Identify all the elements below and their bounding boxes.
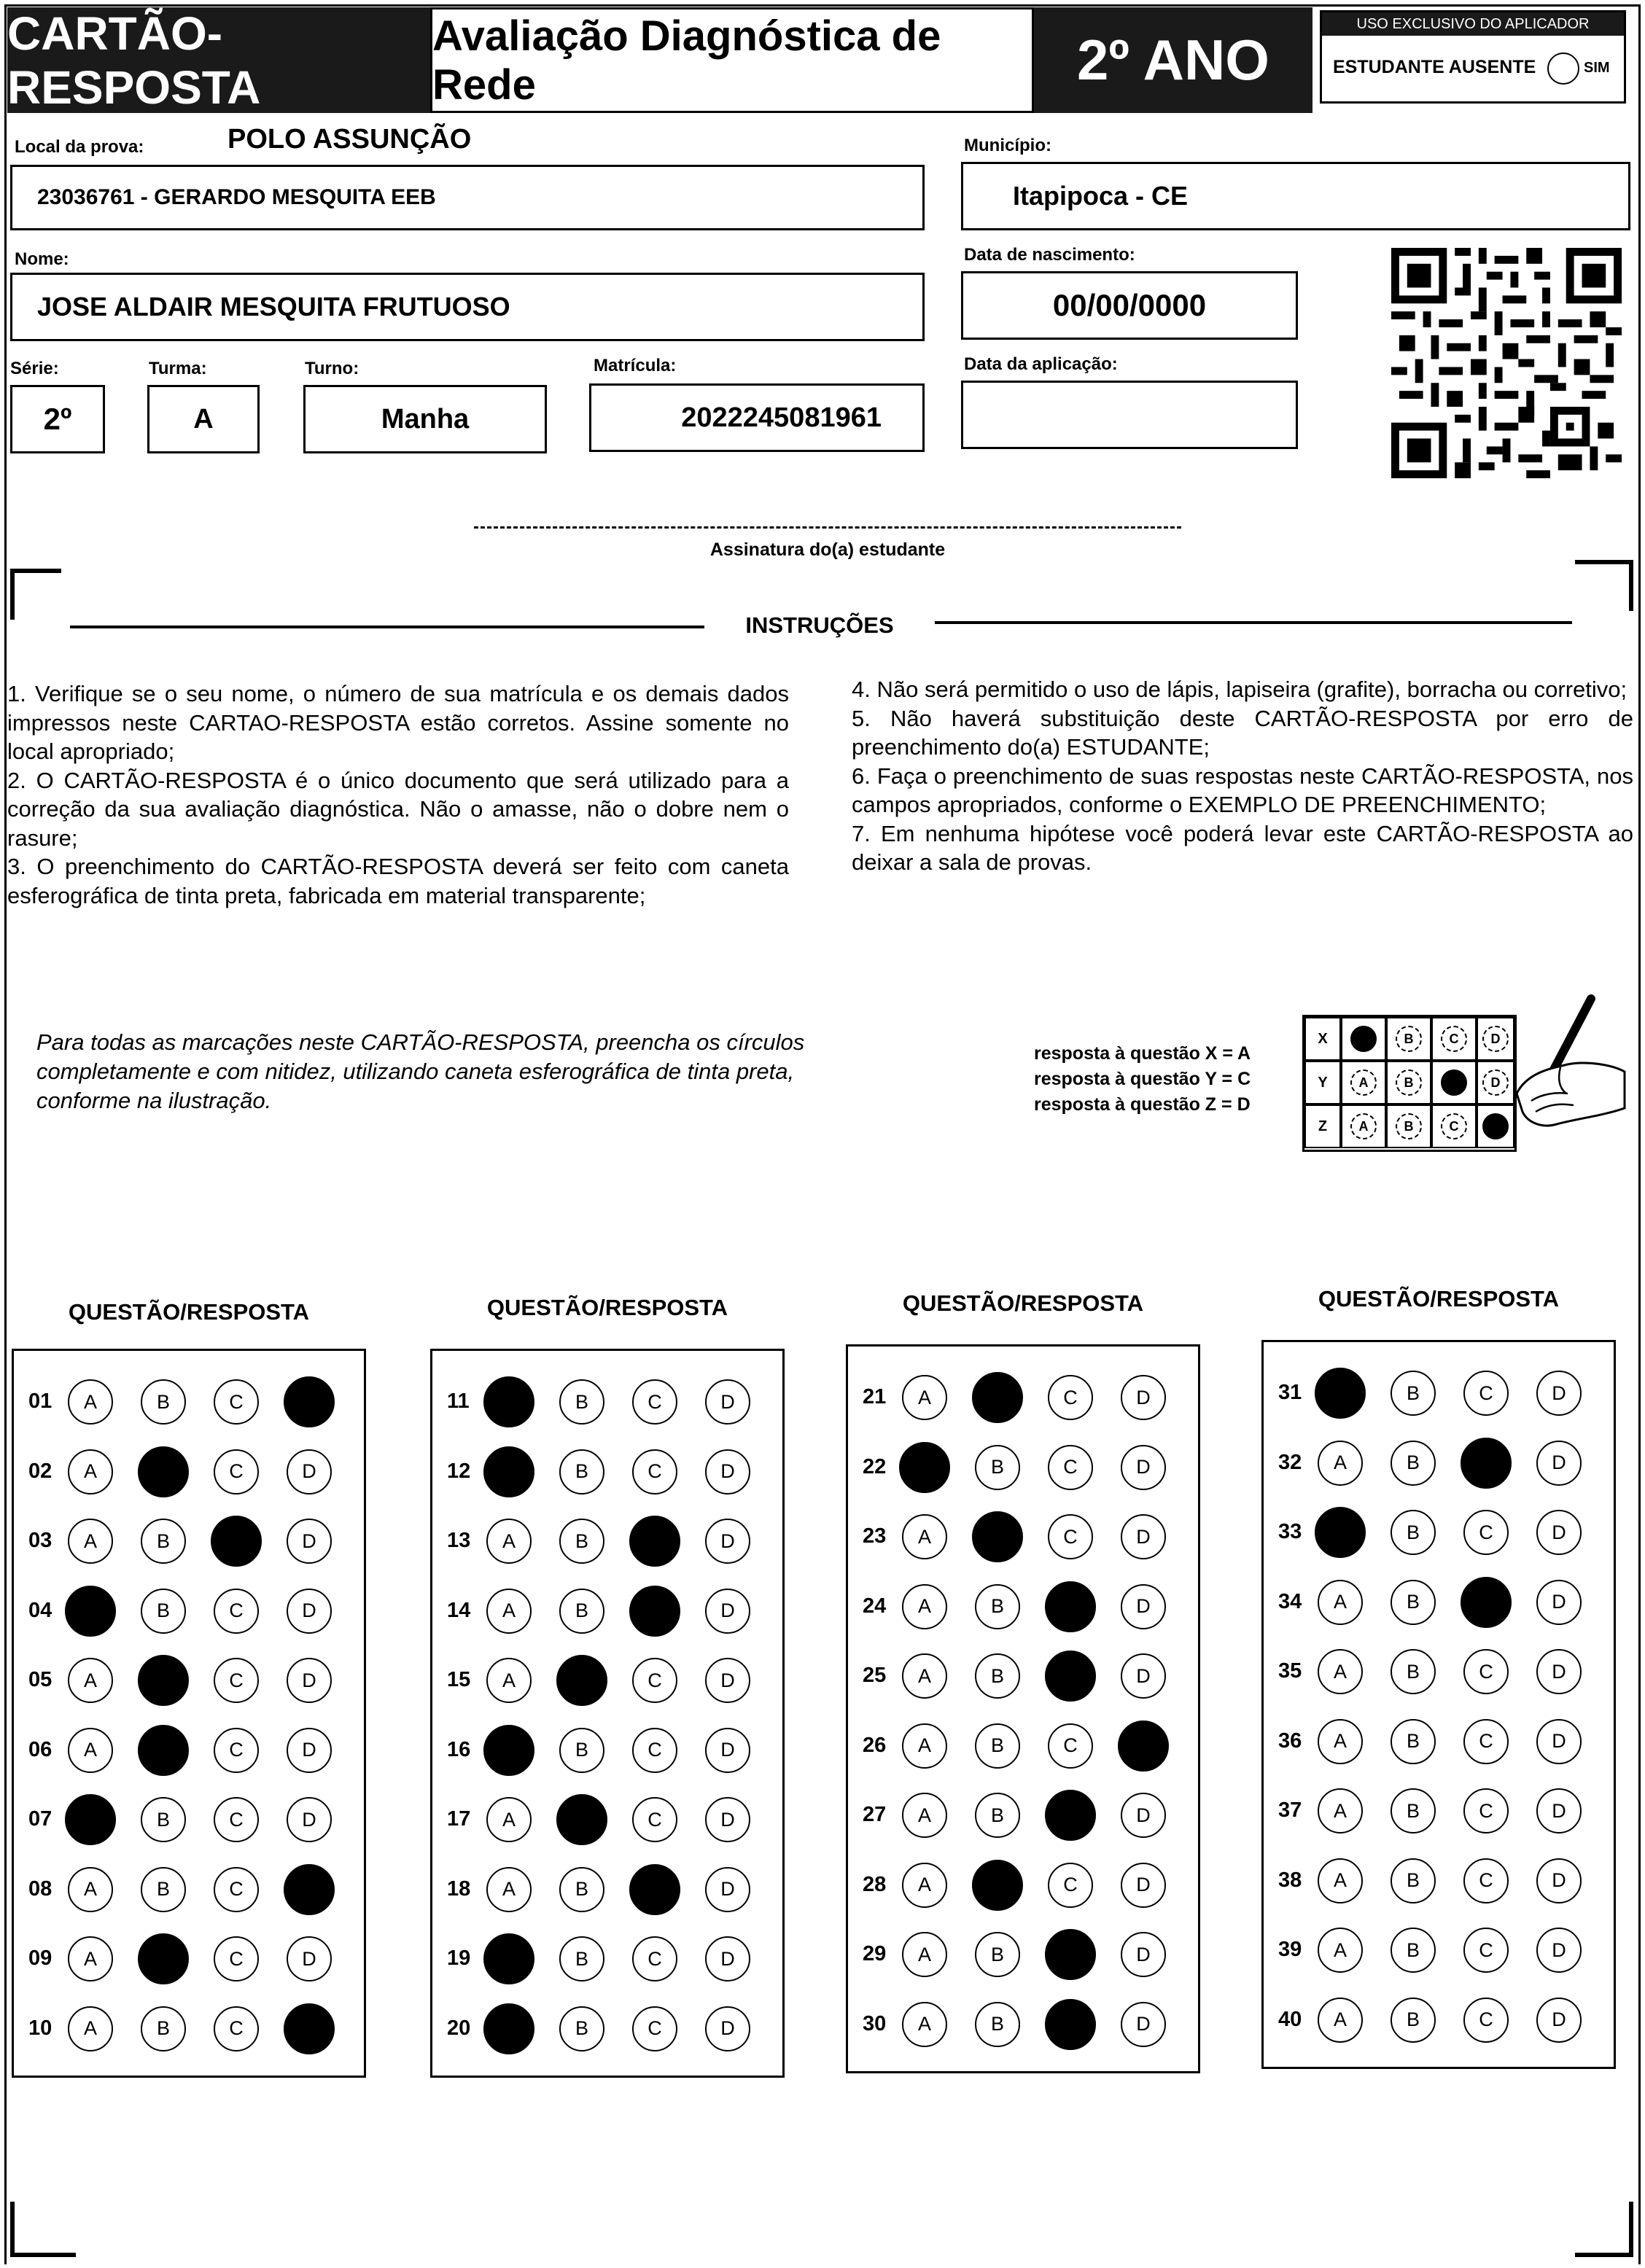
answer-bubble-40-A[interactable]: A: [1318, 1998, 1363, 2043]
question-number: 35: [1278, 1659, 1302, 1683]
answer-bubble-02-A[interactable]: A: [68, 1449, 113, 1495]
answer-bubble-33-C[interactable]: C: [1463, 1510, 1509, 1555]
answers-column-header: QUESTÃO/RESPOSTA: [902, 1290, 1144, 1316]
answer-bubble-10-B[interactable]: B: [141, 2006, 186, 2051]
answers-column-header: QUESTÃO/RESPOSTA: [68, 1299, 310, 1325]
answer-bubble-33-D[interactable]: D: [1536, 1510, 1582, 1555]
answer-bubble-23-C[interactable]: C: [1048, 1514, 1093, 1559]
question-number: 08: [28, 1877, 52, 1901]
nome-label: Nome:: [15, 249, 69, 269]
answer-bubble-32-C[interactable]: [1461, 1438, 1512, 1489]
answer-bubble-28-C[interactable]: C: [1048, 1863, 1093, 1908]
question-number: 07: [28, 1807, 52, 1831]
answer-bubble-09-C[interactable]: C: [214, 1936, 259, 1981]
turma-field: A: [147, 385, 260, 453]
question-number: 25: [863, 1664, 887, 1687]
question-number: 23: [863, 1524, 887, 1548]
answer-bubble-12-B[interactable]: B: [559, 1449, 604, 1495]
answer-bubble-28-B[interactable]: [972, 1860, 1023, 1911]
grade-label: 2º ANO: [1034, 7, 1312, 113]
answer-bubble-26-A[interactable]: A: [902, 1723, 947, 1769]
answer-bubble-04-B[interactable]: B: [141, 1589, 186, 1634]
answer-bubble-39-A[interactable]: A: [1318, 1928, 1363, 1973]
answer-bubble-14-B[interactable]: B: [559, 1589, 604, 1634]
example-cell: [1431, 1017, 1477, 1061]
question-number: 16: [447, 1737, 471, 1761]
answer-bubble-01-D[interactable]: [284, 1376, 335, 1427]
answer-bubble-36-C[interactable]: C: [1463, 1719, 1509, 1764]
example-grid: [1302, 1015, 1517, 1152]
answer-bubble-04-C[interactable]: C: [214, 1589, 259, 1634]
serie-field: 2º: [10, 385, 105, 453]
answer-bubble-32-A[interactable]: A: [1318, 1441, 1363, 1486]
question-number: 15: [447, 1668, 471, 1691]
pen-hand-illustration: [1488, 991, 1626, 1145]
example-cell: [1386, 1061, 1431, 1104]
answer-bubble-27-C[interactable]: [1045, 1790, 1096, 1841]
answer-bubble-28-D[interactable]: D: [1121, 1863, 1166, 1908]
answer-bubble-20-D[interactable]: D: [705, 2006, 750, 2051]
answer-bubble-39-D[interactable]: D: [1536, 1928, 1582, 1973]
question-number: 26: [863, 1733, 887, 1757]
answer-bubble-24-B[interactable]: B: [975, 1584, 1020, 1629]
example-bubble-Y-A: A: [1350, 1069, 1377, 1096]
question-number: 10: [28, 2016, 52, 2040]
answer-bubble-22-B[interactable]: B: [975, 1445, 1020, 1490]
answer-bubble-12-A[interactable]: [483, 1446, 534, 1497]
answer-bubble-12-C[interactable]: C: [632, 1449, 677, 1495]
instruction-item: 4. Não será permitido o uso de lápis, lapiseira (grafite), borracha ou corretivo;: [852, 677, 1628, 702]
answer-bubble-28-A[interactable]: A: [902, 1863, 947, 1908]
answer-bubble-06-C[interactable]: C: [214, 1728, 259, 1773]
answer-bubble-09-D[interactable]: D: [287, 1936, 332, 1981]
example-legend: [1034, 1041, 1251, 1118]
answer-bubble-15-B[interactable]: [556, 1655, 607, 1706]
answer-bubble-35-A[interactable]: A: [1318, 1649, 1363, 1694]
answer-bubble-17-A[interactable]: A: [486, 1797, 532, 1842]
answer-bubble-18-D[interactable]: D: [705, 1867, 750, 1912]
nascimento-field: 00/00/0000: [961, 271, 1298, 340]
absent-option-label: SIM: [1584, 60, 1610, 76]
question-number: 06: [28, 1737, 52, 1761]
answer-bubble-22-D[interactable]: D: [1121, 1445, 1166, 1490]
answer-bubble-38-A[interactable]: A: [1318, 1858, 1363, 1903]
answer-bubble-01-A[interactable]: A: [68, 1379, 113, 1425]
question-number: 37: [1278, 1799, 1302, 1822]
municipio-label: Município:: [964, 136, 1051, 155]
answer-bubble-08-D[interactable]: [284, 1864, 335, 1915]
example-text: Para todas as marcações neste CARTÃO-RESPOSTA, preencha os círculos completamente e com nitidez, utilizando caneta esferográfica de tinta preta, conforme na ilustração.: [36, 1029, 805, 1113]
question-number: 32: [1278, 1450, 1302, 1474]
answer-bubble-16-A[interactable]: [483, 1725, 534, 1776]
question-number: 03: [28, 1529, 52, 1552]
answer-bubble-13-C[interactable]: [629, 1516, 680, 1567]
answers-column: [430, 1349, 785, 2078]
question-number: 17: [447, 1807, 471, 1831]
absent-label: ESTUDANTE AUSENTE: [1333, 57, 1536, 77]
instruction-item: 2. O CARTÃO-RESPOSTA é o único documento que será utilizado para a correção da sua avaliação diagnóstica. Não o amasse, não o dobre nem o rasure;: [7, 767, 789, 851]
absent-checkbox[interactable]: [1547, 52, 1579, 85]
answer-bubble-05-A[interactable]: A: [68, 1658, 113, 1703]
question-number: 39: [1278, 1938, 1302, 1961]
instructions-right: [852, 675, 1633, 877]
answer-bubble-25-B[interactable]: B: [975, 1653, 1020, 1699]
answer-bubble-34-B[interactable]: B: [1391, 1580, 1436, 1625]
answer-bubble-09-A[interactable]: A: [68, 1936, 113, 1981]
answer-bubble-08-C[interactable]: C: [214, 1867, 259, 1912]
answer-bubble-29-B[interactable]: B: [975, 1932, 1020, 1977]
answer-bubble-09-B[interactable]: [138, 1933, 189, 1984]
nome-field: JOSE ALDAIR MESQUITA FRUTUOSO: [10, 273, 925, 341]
answer-bubble-16-C[interactable]: C: [632, 1728, 677, 1773]
answer-bubble-15-A[interactable]: A: [486, 1658, 532, 1703]
answer-bubble-38-C[interactable]: C: [1463, 1858, 1509, 1903]
answer-bubble-40-D[interactable]: D: [1536, 1998, 1582, 2043]
answer-bubble-20-A[interactable]: [483, 2003, 534, 2054]
question-number: 09: [28, 1946, 52, 1970]
example-row-label: Z: [1304, 1104, 1341, 1148]
answer-bubble-35-D[interactable]: D: [1536, 1649, 1582, 1694]
answer-bubble-23-D[interactable]: D: [1121, 1514, 1166, 1559]
answer-bubble-10-D[interactable]: [284, 2003, 335, 2054]
question-number: 21: [863, 1385, 887, 1408]
answer-bubble-39-B[interactable]: B: [1391, 1928, 1436, 1973]
instruction-item: 5. Não haverá substituição deste CARTÃO-RESPOSTA por erro de preenchimento do(a) ESTUDANTE;: [852, 705, 1633, 760]
answer-bubble-14-A[interactable]: A: [486, 1589, 532, 1634]
answer-bubble-35-C[interactable]: C: [1463, 1649, 1509, 1694]
example-bubble-Z-B: B: [1396, 1113, 1422, 1139]
answer-bubble-07-A[interactable]: [65, 1794, 116, 1845]
answer-bubble-33-A[interactable]: [1315, 1507, 1366, 1558]
question-number: 30: [863, 2011, 887, 2035]
instruction-item: 6. Faça o preenchimento de suas respostas neste CARTÃO-RESPOSTA, nos campos apropriados, conforme o EXEMPLO DE PREENCHIMENTO;: [852, 763, 1633, 817]
answer-bubble-11-D[interactable]: D: [705, 1379, 750, 1425]
answer-bubble-24-C[interactable]: [1045, 1581, 1096, 1632]
answer-bubble-07-B[interactable]: B: [141, 1797, 186, 1842]
card-title: CARTÃO-RESPOSTA: [7, 7, 430, 113]
answer-bubble-26-B[interactable]: B: [975, 1723, 1020, 1769]
signature-label: Assinatura do(a) estudante: [709, 539, 946, 560]
matricula-field: 2022245081961: [589, 383, 925, 452]
example-bubble-Z-A: A: [1350, 1113, 1377, 1139]
answer-bubble-31-C[interactable]: C: [1463, 1371, 1509, 1416]
question-number: 38: [1278, 1868, 1302, 1892]
answer-bubble-36-A[interactable]: A: [1318, 1719, 1363, 1764]
answer-bubble-34-D[interactable]: D: [1536, 1580, 1582, 1625]
answer-bubble-35-B[interactable]: B: [1391, 1649, 1436, 1694]
question-number: 24: [863, 1594, 887, 1618]
answer-bubble-38-D[interactable]: D: [1536, 1858, 1582, 1903]
signature-line[interactable]: [474, 526, 1181, 529]
answer-bubble-06-A[interactable]: A: [68, 1728, 113, 1773]
example-cell: [1341, 1061, 1386, 1104]
school-field: 23036761 - GERARDO MESQUITA EEB: [10, 165, 925, 230]
aplicacao-field: [961, 381, 1298, 449]
question-number: 29: [863, 1942, 887, 1965]
instruction-item: 1. Verifique se o seu nome, o número de sua matrícula e os demais dados impressos neste CARTAO-RESPOSTA estão corretos. Assine somente no local apropriado;: [7, 681, 789, 764]
example-cell: [1341, 1104, 1386, 1148]
answer-bubble-24-D[interactable]: D: [1121, 1584, 1166, 1629]
answer-bubble-26-C[interactable]: C: [1048, 1723, 1093, 1769]
answer-bubble-08-A[interactable]: A: [68, 1867, 113, 1912]
turno-field: Manha: [303, 385, 547, 453]
example-row-label: Y: [1304, 1061, 1341, 1104]
answer-bubble-11-B[interactable]: B: [559, 1379, 604, 1425]
exam-title: Avaliação Diagnóstica de Rede: [430, 7, 1034, 113]
answer-bubble-21-C[interactable]: C: [1048, 1375, 1093, 1420]
example-bubble-Y-B: B: [1396, 1069, 1422, 1096]
example-row-label: X: [1304, 1017, 1341, 1061]
answer-bubble-26-D[interactable]: [1118, 1721, 1169, 1772]
answer-bubble-13-D[interactable]: D: [705, 1519, 750, 1564]
answer-bubble-11-C[interactable]: C: [632, 1379, 677, 1425]
question-number: 34: [1278, 1589, 1302, 1613]
answer-bubble-29-C[interactable]: [1045, 1929, 1096, 1980]
answer-bubble-08-B[interactable]: B: [141, 1867, 186, 1912]
answer-bubble-13-B[interactable]: B: [559, 1519, 604, 1564]
aplicacao-label: Data da aplicação:: [964, 354, 1118, 374]
answer-bubble-22-C[interactable]: C: [1048, 1445, 1093, 1490]
answer-bubble-31-B[interactable]: B: [1391, 1371, 1436, 1416]
answer-bubble-19-D[interactable]: D: [705, 1936, 750, 1981]
matricula-label: Matrícula:: [594, 356, 677, 375]
answer-bubble-06-B[interactable]: [138, 1725, 189, 1776]
answer-bubble-17-D[interactable]: D: [705, 1797, 750, 1842]
instructions-rule-right: [935, 621, 1572, 624]
question-number: 11: [447, 1390, 470, 1413]
instructions-left: [7, 679, 789, 910]
instruction-item: 3. O preenchimento do CARTÃO-RESPOSTA deverá ser feito com caneta esferográfica de tinta preta, fabricada em material transparente;: [7, 854, 789, 908]
answer-bubble-19-A[interactable]: [483, 1933, 534, 1984]
answer-bubble-05-C[interactable]: C: [214, 1658, 259, 1703]
answer-bubble-32-B[interactable]: B: [1391, 1441, 1436, 1486]
answer-bubble-37-D[interactable]: D: [1536, 1788, 1582, 1834]
example-bubble-X-D: D: [1482, 1026, 1509, 1052]
answer-bubble-04-D[interactable]: D: [287, 1589, 332, 1634]
answer-bubble-25-D[interactable]: D: [1121, 1653, 1166, 1699]
answer-bubble-37-B[interactable]: B: [1391, 1788, 1436, 1834]
answer-bubble-34-A[interactable]: A: [1318, 1580, 1363, 1625]
answer-bubble-21-B[interactable]: [972, 1372, 1023, 1423]
answer-bubble-06-D[interactable]: D: [287, 1728, 332, 1773]
answer-bubble-32-D[interactable]: D: [1536, 1441, 1582, 1486]
answer-bubble-30-D[interactable]: D: [1121, 2002, 1166, 2047]
example-bubble-X-A: [1350, 1026, 1377, 1052]
answer-bubble-20-B[interactable]: B: [559, 2006, 604, 2051]
answer-bubble-22-A[interactable]: [899, 1442, 950, 1493]
turma-label: Turma:: [149, 359, 207, 378]
answer-bubble-37-A[interactable]: A: [1318, 1788, 1363, 1834]
qr-code: [1391, 248, 1622, 478]
answer-bubble-18-C[interactable]: [629, 1864, 680, 1915]
answer-bubble-10-A[interactable]: A: [68, 2006, 113, 2051]
question-number: 36: [1278, 1729, 1302, 1753]
answer-bubble-17-C[interactable]: C: [632, 1797, 677, 1842]
answer-bubble-03-C[interactable]: [211, 1516, 262, 1567]
instructions-rule-left: [70, 626, 704, 628]
answer-bubble-12-D[interactable]: D: [705, 1449, 750, 1495]
answers-column-header: QUESTÃO/RESPOSTA: [1318, 1286, 1560, 1312]
answer-bubble-07-D[interactable]: D: [287, 1797, 332, 1842]
question-number: 13: [447, 1529, 471, 1552]
answer-bubble-29-D[interactable]: D: [1121, 1932, 1166, 1977]
example-legend-item: resposta à questão Z = D: [1034, 1094, 1251, 1115]
question-number: 33: [1278, 1520, 1302, 1543]
question-number: 20: [447, 2016, 471, 2040]
answer-bubble-10-C[interactable]: C: [214, 2006, 259, 2051]
answer-bubble-39-C[interactable]: C: [1463, 1928, 1509, 1973]
answer-bubble-14-C[interactable]: [629, 1586, 680, 1637]
answer-bubble-15-D[interactable]: D: [705, 1658, 750, 1703]
question-number: 05: [28, 1668, 52, 1691]
question-number: 18: [447, 1877, 471, 1901]
answer-bubble-05-D[interactable]: D: [287, 1658, 332, 1703]
answer-bubble-21-D[interactable]: D: [1121, 1375, 1166, 1420]
example-bubble-Z-C: C: [1441, 1113, 1467, 1139]
answer-bubble-27-A[interactable]: A: [902, 1793, 947, 1838]
answer-bubble-16-B[interactable]: B: [559, 1728, 604, 1773]
question-number: 40: [1278, 2007, 1302, 2031]
answer-bubble-24-A[interactable]: A: [902, 1584, 947, 1629]
question-number: 01: [28, 1390, 52, 1413]
answer-bubble-30-A[interactable]: A: [902, 2002, 947, 2047]
answer-bubble-30-B[interactable]: B: [975, 2002, 1020, 2047]
instructions-title: INSTRUÇÕES: [745, 612, 894, 638]
question-number: 27: [863, 1803, 887, 1826]
answer-bubble-02-C[interactable]: C: [214, 1449, 259, 1495]
answer-bubble-03-D[interactable]: D: [287, 1519, 332, 1564]
question-number: 14: [447, 1598, 471, 1622]
answer-bubble-02-B[interactable]: [138, 1446, 189, 1497]
answer-bubble-18-B[interactable]: B: [559, 1867, 604, 1912]
answers-column: [12, 1349, 366, 2078]
applicator-label: USO EXCLUSIVO DO APLICADOR: [1322, 12, 1624, 36]
question-number: 19: [447, 1946, 471, 1970]
answer-bubble-17-B[interactable]: [556, 1794, 607, 1845]
answer-bubble-19-B[interactable]: B: [559, 1936, 604, 1981]
answer-bubble-16-D[interactable]: D: [705, 1728, 750, 1773]
answer-bubble-07-C[interactable]: C: [214, 1797, 259, 1842]
answer-bubble-40-B[interactable]: B: [1391, 1998, 1436, 2043]
example-bubble-Y-C: [1441, 1069, 1467, 1096]
answer-bubble-23-A[interactable]: A: [902, 1514, 947, 1559]
answer-bubble-02-D[interactable]: D: [287, 1449, 332, 1495]
question-number: 22: [863, 1454, 887, 1478]
answer-bubble-21-A[interactable]: A: [902, 1375, 947, 1420]
example-bubble-X-C: C: [1441, 1026, 1467, 1052]
answer-bubble-30-C[interactable]: [1045, 1999, 1096, 2050]
answer-bubble-34-C[interactable]: [1461, 1577, 1512, 1628]
answer-bubble-27-B[interactable]: B: [975, 1793, 1020, 1838]
answer-bubble-23-B[interactable]: [972, 1511, 1023, 1562]
instruction-item: 7. Em nenhuma hipótese você poderá levar este CARTÃO-RESPOSTA ao deixar a sala de provas.: [852, 820, 1633, 875]
question-number: 02: [28, 1459, 52, 1483]
municipio-field: Itapipoca - CE: [961, 162, 1630, 230]
answer-bubble-31-A[interactable]: [1315, 1368, 1366, 1419]
answer-bubble-31-D[interactable]: D: [1536, 1371, 1582, 1416]
question-number: 31: [1278, 1381, 1302, 1404]
answer-bubble-36-B[interactable]: B: [1391, 1719, 1436, 1764]
answer-bubble-38-B[interactable]: B: [1391, 1858, 1436, 1903]
answer-bubble-03-B[interactable]: B: [141, 1519, 186, 1564]
example-cell: [1431, 1061, 1477, 1104]
answer-bubble-36-D[interactable]: D: [1536, 1719, 1582, 1764]
answer-bubble-15-C[interactable]: C: [632, 1658, 677, 1703]
answers-column: [1261, 1340, 1616, 2069]
example-cell: [1341, 1017, 1386, 1061]
nascimento-label: Data de nascimento:: [964, 245, 1135, 265]
answer-bubble-04-A[interactable]: [65, 1586, 116, 1637]
answer-bubble-27-D[interactable]: D: [1121, 1793, 1166, 1838]
answer-bubble-05-B[interactable]: [138, 1655, 189, 1706]
answer-bubble-01-C[interactable]: C: [214, 1379, 259, 1425]
polo-name: POLO ASSUNÇÃO: [228, 124, 472, 155]
answers-column: [846, 1344, 1200, 2073]
answer-bubble-01-B[interactable]: B: [141, 1379, 186, 1425]
example-cell: [1386, 1104, 1431, 1148]
question-number: 28: [863, 1872, 887, 1896]
answer-bubble-20-C[interactable]: C: [632, 2006, 677, 2051]
example-legend-item: resposta à questão Y = C: [1034, 1069, 1251, 1089]
answer-bubble-14-D[interactable]: D: [705, 1589, 750, 1634]
answer-bubble-03-A[interactable]: A: [68, 1519, 113, 1564]
answer-bubble-40-C[interactable]: C: [1463, 1998, 1509, 2043]
answer-bubble-29-A[interactable]: A: [902, 1932, 947, 1977]
example-bubble-X-B: B: [1396, 1026, 1422, 1052]
answer-bubble-13-A[interactable]: A: [486, 1519, 532, 1564]
example-legend-item: resposta à questão X = A: [1034, 1043, 1251, 1064]
example-cell: [1386, 1017, 1431, 1061]
answer-bubble-19-C[interactable]: C: [632, 1936, 677, 1981]
example-bubble-Y-D: D: [1482, 1069, 1509, 1096]
serie-label: Série:: [10, 359, 59, 378]
local-label: Local da prova:: [15, 137, 144, 157]
answers-column-header: QUESTÃO/RESPOSTA: [486, 1295, 728, 1320]
answer-bubble-11-A[interactable]: [483, 1376, 534, 1427]
question-number: 04: [28, 1598, 52, 1622]
answer-bubble-37-C[interactable]: C: [1463, 1788, 1509, 1834]
answer-bubble-25-C[interactable]: [1045, 1651, 1096, 1702]
example-cell: [1431, 1104, 1477, 1148]
turno-label: Turno:: [305, 359, 359, 378]
answer-bubble-18-A[interactable]: A: [486, 1867, 532, 1912]
answer-bubble-25-A[interactable]: A: [902, 1653, 947, 1699]
answer-bubble-33-B[interactable]: B: [1391, 1510, 1436, 1555]
question-number: 12: [447, 1459, 471, 1483]
